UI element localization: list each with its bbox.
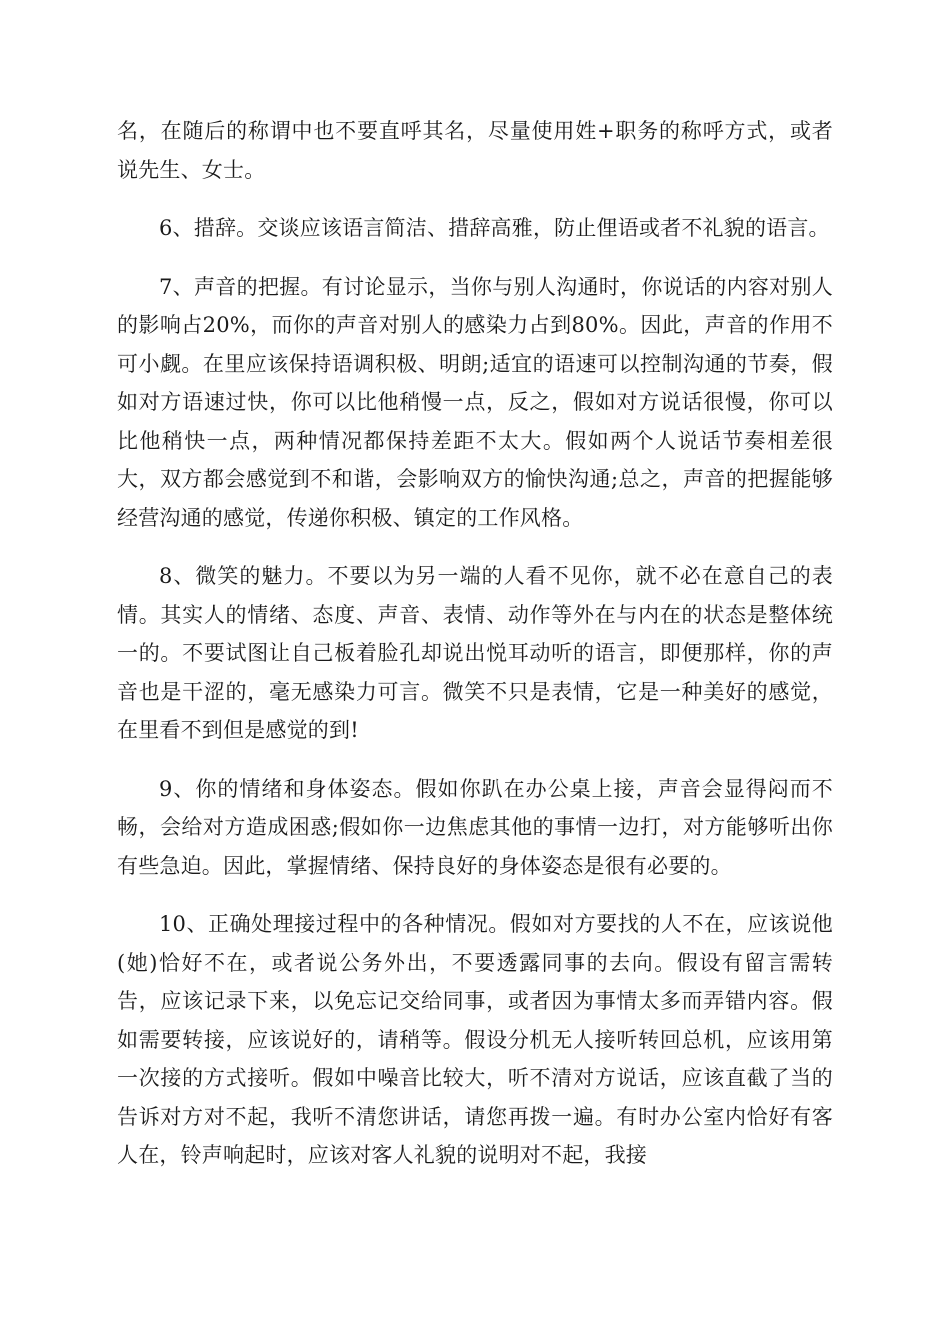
paragraph-8-smile: 8、微笑的魅力。不要以为另一端的人看不见你，就不必在意自己的表情。其实人的情绪、态度、声音、表情、动作等外在与内在的状态是整体统一的。不要试图让自己板着脸孔却说出悦耳动听的语言，即便那样，你的声音也是干涩的，毫无感染力可言。微笑不只是表情，它是一种美好的感觉，在里看不到但是感觉的到! — [117, 564, 833, 742]
paragraph-6-wording: 6、措辞。交谈应该语言简洁、措辞高雅，防止俚语或者不礼貌的语言。 — [159, 216, 830, 240]
paragraph-10-handling: 10、正确处理接过程中的各种情况。假如对方要找的人不在，应该说他(她)恰好不在，或者说公务外出，不要透露同事的去向。假设有留言需转告，应该记录下来，以免忘记交给同事，或者因为事情太多而弄错内容。假如需要转接，应该说好的，请稍等。假设分机无人接听转回总机，应该用第一次接的方式接听。假如中噪音比较大，听不清对方说话，应该直截了当的告诉对方对不起，我听不清您讲话，请您再拨一遍。有时办公室内恰好有客人在，铃声响起时，应该对客人礼貌的说明对不起，我接 — [117, 912, 833, 1167]
paragraph-7-voice: 7、声音的把握。有讨论显示，当你与别人沟通时，你说话的内容对别人的影响占20%，而你的声音对别人的感染力占到80%。因此，声音的作用不可小觑。在里应该保持语调积极、明朗;适宜的语速可以控制沟通的节奏，假如对方语速过快，你可以比他稍慢一点，反之，假如对方说话很慢，你可以比他稍快一点，两种情况都保持差距不太大。假如两个人说话节奏相差很大，双方都会感觉到不和谐，会影响双方的愉快沟通;总之，声音的把握能够经营沟通的感觉，传递你积极、镇定的工作风格。 — [117, 274, 833, 530]
document-body — [117, 112, 833, 1195]
paragraph-continuation: 名，在随后的称谓中也不要直呼其名，尽量使用姓+职务的称呼方式，或者说先生、女士。 — [117, 119, 833, 182]
paragraph-9-posture: 9、你的情绪和身体姿态。假如你趴在办公桌上接，声音会显得闷而不畅，会给对方造成困惑;假如你一边焦虑其他的事情一边打，对方能够听出你有些急迫。因此，掌握情绪、保持良好的身体姿态是很有必要的。 — [117, 776, 833, 878]
